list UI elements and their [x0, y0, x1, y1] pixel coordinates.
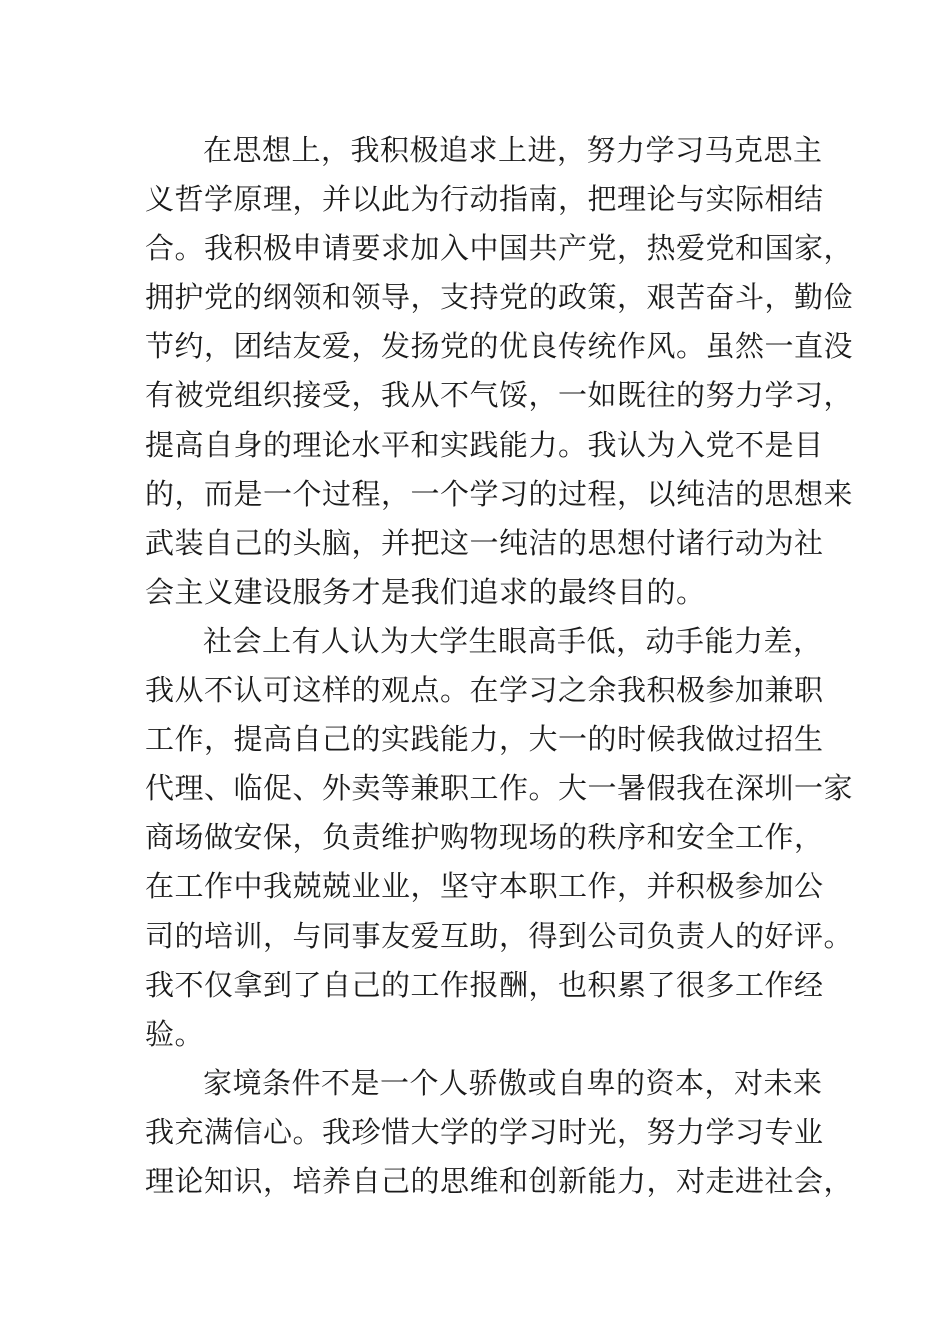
paragraph-practice — [145, 617, 854, 1059]
text-line: 武装自己的头脑，并把这一纯洁的思想付诸行动为社 — [145, 525, 824, 560]
text-line: 社会上有人认为大学生眼高手低，动手能力差， — [203, 623, 823, 658]
text-line: 有被党组织接受，我从不气馁，一如既往的努力学习， — [145, 378, 854, 413]
text-line: 我充满信心。我珍惜大学的学习时光，努力学习专业 — [145, 1114, 824, 1149]
text-line: 家境条件不是一个人骄傲或自卑的资本，对未来 — [203, 1065, 823, 1100]
text-line: 的，而是一个过程，一个学习的过程，以纯洁的思想来 — [145, 476, 854, 511]
text-line: 工作，提高自己的实践能力，大一的时候我做过招生 — [145, 722, 824, 757]
paragraph-ideology — [145, 126, 854, 617]
text-line: 合。我积极申请要求加入中国共产党，热爱党和国家， — [145, 231, 854, 266]
text-line: 我从不认可这样的观点。在学习之余我积极参加兼职 — [145, 673, 824, 708]
text-line: 拥护党的纲领和领导，支持党的政策，艰苦奋斗，勤俭 — [145, 280, 854, 315]
text-line: 代理、临促、外卖等兼职工作。大一暑假我在深圳一家 — [145, 771, 854, 806]
text-line: 验。 — [145, 1016, 205, 1051]
text-line: 提高自身的理论水平和实践能力。我认为入党不是目 — [145, 427, 824, 462]
text-line: 会主义建设服务才是我们追求的最终目的。 — [145, 574, 706, 609]
text-line: 在思想上，我积极追求上进，努力学习马克思主 — [203, 133, 823, 167]
paragraph-family — [145, 1059, 854, 1206]
text-line: 节约，团结友爱，发扬党的优良传统作风。虽然一直没 — [145, 329, 854, 364]
document-body — [145, 126, 854, 1206]
text-line: 在工作中我兢兢业业，坚守本职工作，并积极参加公 — [145, 869, 824, 904]
text-line: 义哲学原理，并以此为行动指南，把理论与实际相结 — [145, 182, 824, 217]
text-line: 理论知识，培养自己的思维和创新能力，对走进社会， — [145, 1163, 854, 1198]
text-line: 商场做安保，负责维护购物现场的秩序和安全工作， — [145, 820, 824, 855]
text-line: 司的培训，与同事友爱互助，得到公司负责人的好评。 — [145, 918, 854, 953]
text-line: 我不仅拿到了自己的工作报酬，也积累了很多工作经 — [145, 967, 824, 1002]
